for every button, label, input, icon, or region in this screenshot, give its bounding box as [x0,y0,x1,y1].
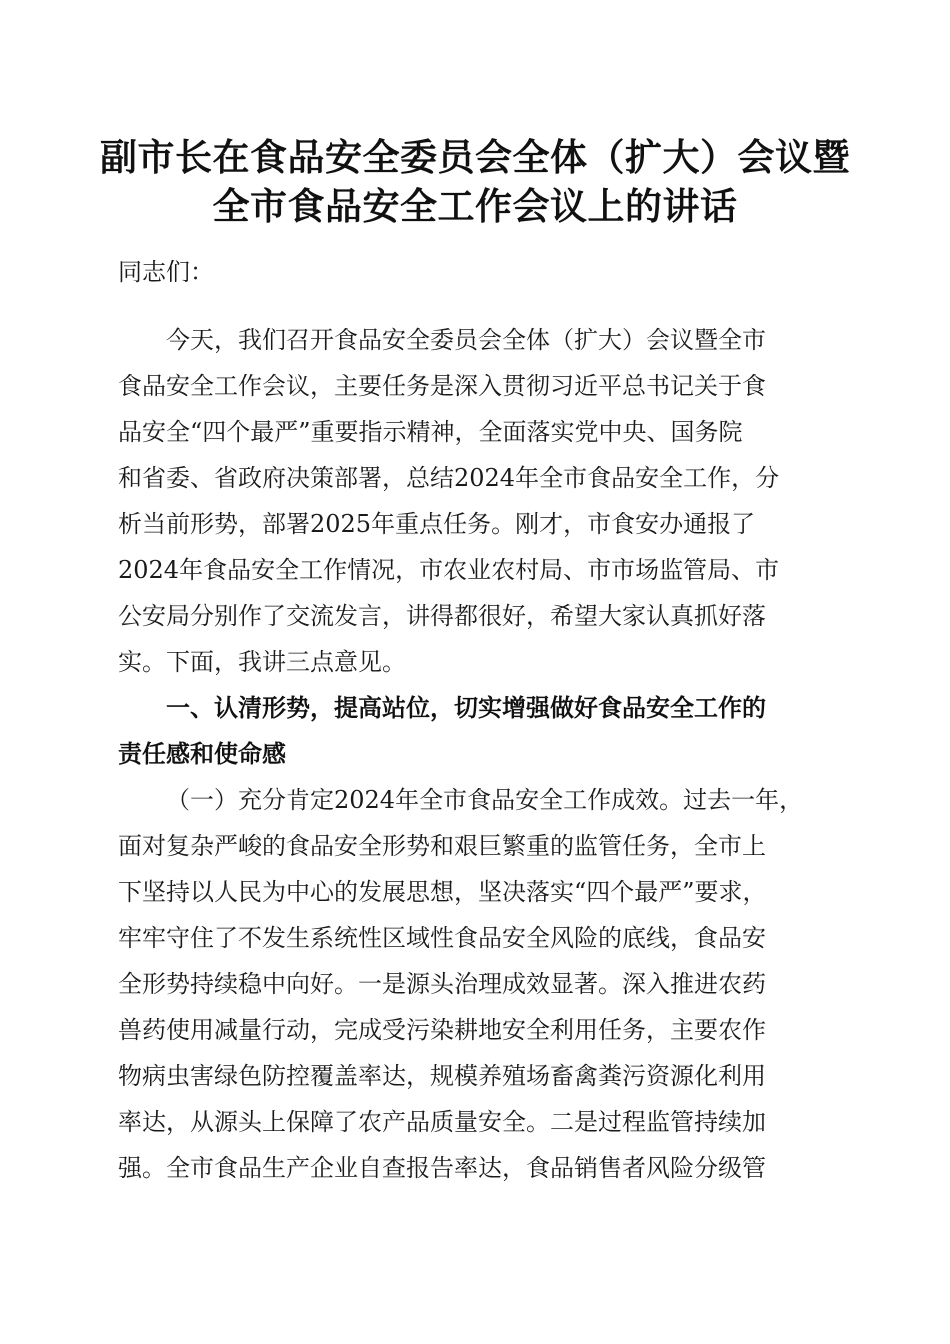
document-title-line-2: 全市食品安全工作会议上的讲话 [212,185,738,228]
paragraph-2-line: 全形势持续稳中向好。一是源头治理成效显著。深入推进农药 [118,970,766,998]
section-heading-1-line: 责任感和使命感 [118,740,286,768]
paragraph-2-line: 强。全市食品生产企业自查报告率达，食品销售者风险分级管 [118,1154,766,1182]
paragraph-1-line: 今天，我们召开食品安全委员会全体（扩大）会议暨全市 [166,326,766,354]
paragraph-2-line: 面对复杂严峻的食品安全形势和艰巨繁重的监管任务，全市上 [118,832,766,860]
paragraph-2-line: 下坚持以人民为中心的发展思想，坚决落实“四个最严”要求， [118,878,767,906]
paragraph-2-line: （一）充分肯定2024年全市食品安全工作成效。过去一年， [166,786,804,814]
paragraph-2-line: 牢牢守住了不发生系统性区域性食品安全风险的底线，食品安 [118,924,766,952]
paragraph-1-line: 和省委、省政府决策部署，总结2024年全市食品安全工作，分 [118,464,780,492]
section-heading-1-line: 一、认清形势，提高站位，切实增强做好食品安全工作的 [166,694,766,722]
paragraph-1-line: 品安全“四个最严”重要指示精神，全面落实党中央、国务院 [118,418,743,446]
paragraph-2-line: 物病虫害绿色防控覆盖率达，规模养殖场畜禽粪污资源化利用 [118,1062,766,1090]
paragraph-1-line: 实。下面，我讲三点意见。 [118,648,406,676]
paragraph-2-line: 兽药使用减量行动，完成受污染耕地安全利用任务，主要农作 [118,1016,766,1044]
paragraph-1-line: 公安局分别作了交流发言，讲得都很好，希望大家认真抓好落 [118,602,766,630]
paragraph-1-line: 2024年食品安全工作情况，市农业农村局、市市场监管局、市 [118,556,780,584]
paragraph-1-line: 析当前形势，部署2025年重点任务。刚才，市食安办通报了 [118,510,756,538]
document-title-line-1: 副市长在食品安全委员会全体（扩大）会议暨 [100,136,850,179]
paragraph-1-line: 食品安全工作会议，主要任务是深入贯彻习近平总书记关于食 [118,372,766,400]
paragraph-2-line: 率达，从源头上保障了农产品质量安全。二是过程监管持续加 [118,1108,766,1136]
salutation: 同志们： [118,258,214,286]
